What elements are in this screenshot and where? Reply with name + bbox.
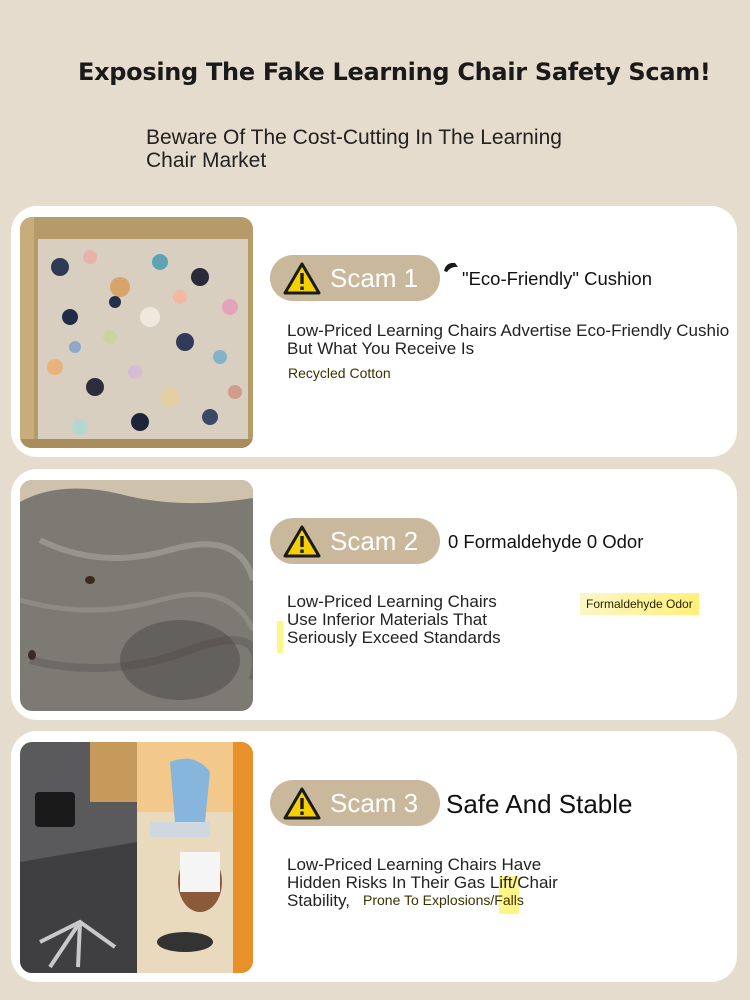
subtitle-line-2: Chair Market [146,149,267,172]
scam-card-1 [11,206,737,457]
page-subtitle [146,126,616,172]
scam-2-badge [270,518,440,564]
scam-1-label: Scam 1 [330,262,419,293]
highlight-mark [277,621,283,653]
scam-card-2 [11,469,737,720]
warning-icon [283,262,321,295]
scam-2-description [287,593,501,647]
description-line: Stability, [287,891,350,910]
description-line: Low-Priced Learning Chairs Have [287,855,542,874]
scam-1-highlight: Recycled Cotton [288,365,391,381]
warning-icon [283,787,321,820]
scam-3-badge [270,780,440,826]
broken-chair-photo [35,792,75,827]
bullet-icon [443,261,459,273]
description-line: Use Inferior Materials That [287,610,487,629]
stained-board-photo [20,480,253,711]
scam-2-label: Scam 2 [330,525,419,556]
scam-3-claim: Safe And Stable [446,789,633,819]
description-line: But What You Receive Is [287,339,475,358]
scam-3-highlight: Prone To Explosions/Falls [363,892,524,908]
scam-3-label: Scam 3 [330,787,419,818]
description-line: Seriously Exceed Standards [287,628,501,647]
warning-icon [283,525,321,558]
chair-photos [20,742,253,973]
cushion-photo [20,217,253,448]
scam-card-3 [11,731,737,982]
scam-1-description [287,322,729,358]
fallen-child-photo [170,759,210,822]
subtitle-line-1: Beware Of The Cost-Cutting In The Learning [146,126,562,149]
description-line: Low-Priced Learning Chairs [287,592,497,611]
description-line: Hidden Risks In Their Gas Lift/Chair [287,873,558,892]
scam-2-highlight: Formaldehyde Odor [580,593,699,615]
scam-2-claim: 0 Formaldehyde 0 Odor [448,531,644,552]
page-title: Exposing The Fake Learning Chair Safety Scam! [78,58,711,86]
scam-1-badge [270,255,440,301]
description-line: Low-Priced Learning Chairs Advertise Eco-Friendly Cushio [287,321,730,340]
scam-1-claim: "Eco-Friendly" Cushion [462,268,652,289]
